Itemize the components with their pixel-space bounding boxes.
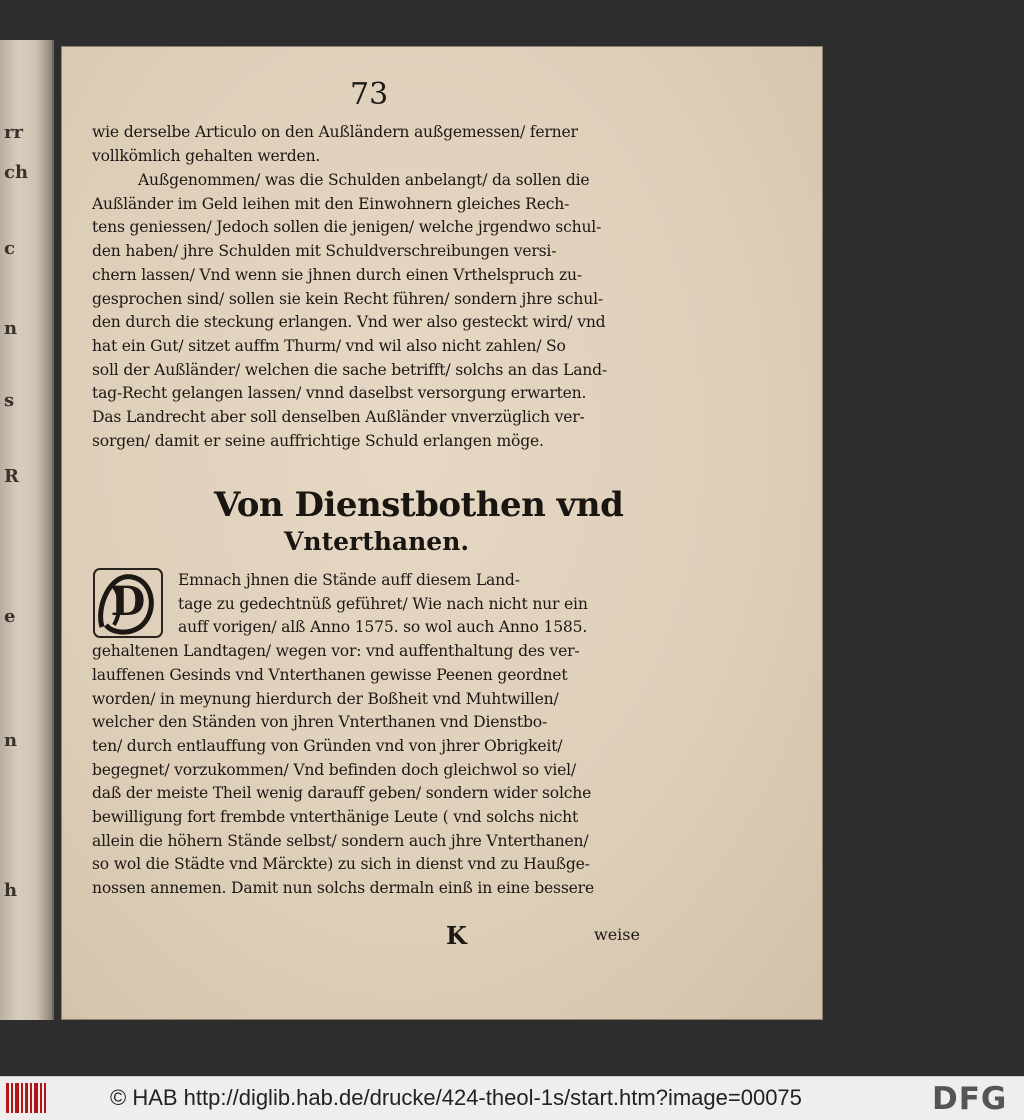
text-line: gehaltenen Landtagen/ wegen vor: vnd auffenthaltung des ver- <box>92 642 580 661</box>
text-line: welcher den Ständen von jhren Vnterthanen vnd Dienstbo- <box>92 713 548 732</box>
text-line: begegnet/ vorzukommen/ Vnd befinden doch gleichwol so viel/ <box>92 760 576 779</box>
signature-mark: K <box>446 921 467 950</box>
text-line: tage zu gedechtnüß geführet/ Wie nach nicht nur ein <box>178 594 588 613</box>
edge-fragment: n <box>4 318 18 339</box>
text-line: ten/ durch entlauffung von Gründen vnd von jhrer Obrigkeit/ <box>92 736 563 755</box>
text-line: worden/ in meynung hierdurch der Boßheit vnd Muhtwillen/ <box>92 689 559 708</box>
text-line: nossen annemen. Damit nun solchs dermaln einß in eine bessere <box>92 879 594 898</box>
text-line: so wol die Städte vnd Märckte) zu sich in dienst vnd zu Haußge- <box>92 855 590 874</box>
text-line: chern lassen/ Vnd wenn sie jhnen durch einen Vrthelspruch zu- <box>92 265 582 284</box>
text-line: auff vorigen/ alß Anno 1575. so wol auch Anno 1585. <box>178 618 588 637</box>
text-line: Das Landrecht aber soll denselben Außländer vnverzüglich ver- <box>92 408 585 427</box>
text-line: daß der meiste Theil wenig darauff geben/ sondern wider solche <box>92 784 592 803</box>
text-line: tag-Recht gelangen lassen/ vnnd daselbst versorgung erwarten. <box>92 384 587 403</box>
text-line: vollkömlich gehalten werden. <box>92 146 321 165</box>
text-line: den haben/ jhre Schulden mit Schuldverschreibungen versi- <box>92 242 557 261</box>
barcode-icon <box>6 1083 46 1113</box>
edge-fragment: c <box>4 238 15 259</box>
text-line: hat ein Gut/ sitzet auffm Thurm/ vnd wil also nicht zahlen/ So <box>92 336 566 355</box>
edge-fragment: e <box>4 606 16 627</box>
text-line: soll der Außländer/ welchen die sache betrifft/ solchs an das Land- <box>92 360 607 379</box>
dfg-logo: DFG <box>932 1081 1008 1117</box>
text-line: wie derselbe Articulo on den Außländern außgemessen/ ferner <box>92 123 578 141</box>
catchword: weise <box>594 925 640 944</box>
edge-fragment: s <box>4 390 15 411</box>
book-page <box>62 47 822 1019</box>
page-number: 73 <box>350 77 389 112</box>
text-line: gesprochen sind/ sollen sie kein Recht führen/ sondern jhre schul- <box>92 289 603 308</box>
edge-fragment: n <box>4 730 18 751</box>
text-line: tens geniessen/ Jedoch sollen die jenigen/ welche jrgendwo schul- <box>92 218 602 237</box>
text-line: sorgen/ damit er seine auffrichtige Schuld erlangen möge. <box>92 431 544 450</box>
copyright-url[interactable]: © HAB http://diglib.hab.de/drucke/424-theol-1s/start.htm?image=00075 <box>110 1085 802 1110</box>
text-line: Außländer im Geld leihen mit den Einwohnern gleiches Rech- <box>92 194 570 213</box>
text-line: den durch die steckung erlangen. Vnd wer also gesteckt wird/ vnd <box>92 313 606 332</box>
previous-page-edge <box>0 40 54 1020</box>
text-line: Außgenommen/ was die Schulden anbelangt/ da sollen die <box>138 171 590 189</box>
paragraph-continuation <box>92 121 648 168</box>
initial-letter: D <box>110 578 146 625</box>
text-line: lauffenen Gesinds vnd Vnterthanen gewisse Peenen geordnet <box>92 665 568 684</box>
paragraph-servants <box>92 569 648 901</box>
text-line: allein die höhern Stände selbst/ sondern auch jhre Vnterthanen/ <box>92 831 589 850</box>
viewer-footer <box>0 1076 1024 1120</box>
edge-fragment: h <box>4 880 18 901</box>
edge-fragment: rr <box>4 122 23 143</box>
section-heading: Von Dienstbothen vnd <box>214 485 624 525</box>
section-heading-second-line: Vnterthanen. <box>284 527 470 556</box>
paragraph-debts <box>92 169 648 453</box>
text-line: Emnach jhnen die Stände auff diesem Land- <box>178 571 520 589</box>
edge-fragment: ch <box>4 162 29 183</box>
edge-fragment: R <box>4 466 19 487</box>
text-line: bewilligung fort frembde vnterthänige Leute ( vnd solchs nicht <box>92 808 579 827</box>
